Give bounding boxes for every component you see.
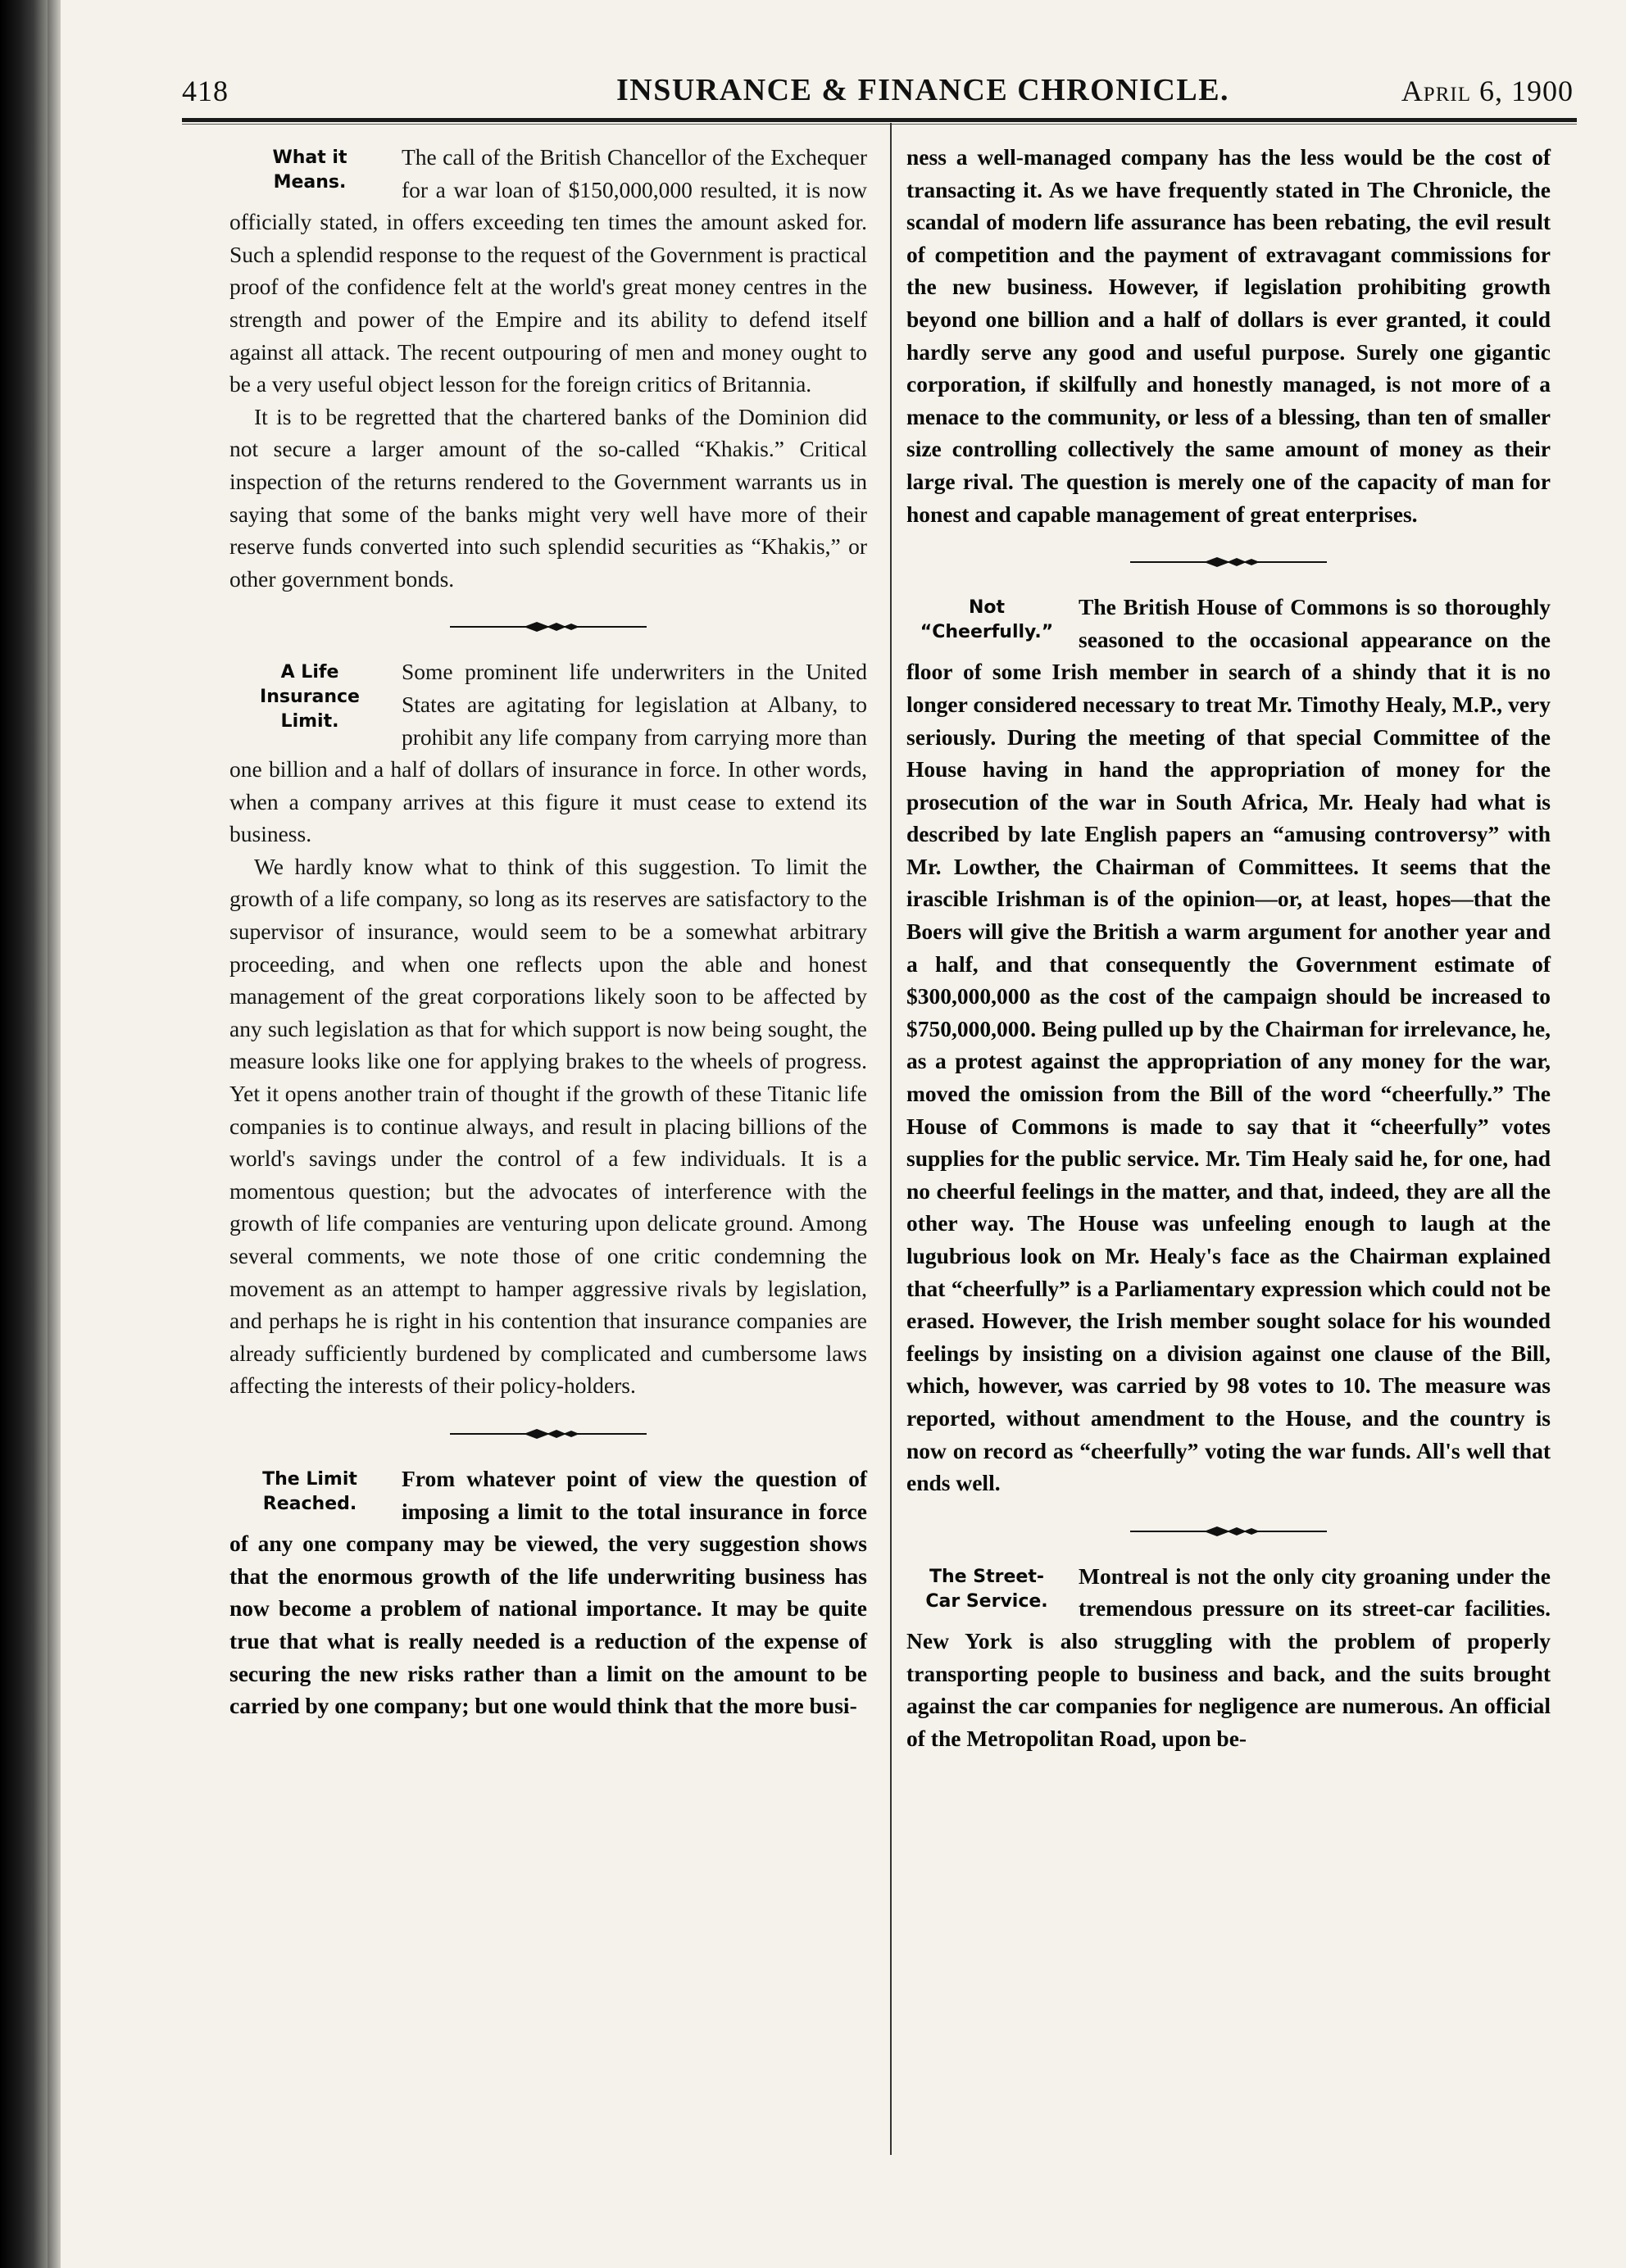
header-rule [182, 118, 1577, 122]
page-gutter [48, 0, 61, 2268]
sidehead-limit-reached: The Limit Reached. [262, 1468, 357, 1514]
sidehead-street-car-service: The Street- Car Service. [925, 1566, 1048, 1612]
paragraph: It is to be regretted that the chartered banks of the Dominion did not secure a larger amount of the so-called “Khakis.” Critical inspection of the returns rendered to the Government warrants us in saying that some of the banks might very well have more of their reserve funds converted into such splendid securities as “Khakis,” or other government bonds. [229, 403, 867, 592]
running-header [182, 70, 1575, 116]
right-column [906, 141, 1551, 1754]
sidehead-not-cheerfully: Not “Cheerfully.” [920, 597, 1054, 643]
section-divider-ornament-icon [1122, 555, 1335, 569]
paragraph-continuation: ness a well-managed company has the less would be the cost of transacting it. As we have frequently stated in The Chronicle, the scandal of modern life assurance has been rebating, the evil result of competition and the payment of extravagant commissions for the new business. However, if legislation prohibiting growth beyond one billion and a half of dollars is ever granted, it could hardly serve any good and useful purpose. Surely one gigantic corporation, if skilfully and honestly managed, is not more of a menace to the community, or less of a blessing, than ten of smaller size controlling collectively the same amount of money as their large rival. The question is merely one of the capacity of man for honest and capable management of great enterprises. [906, 144, 1551, 527]
sidehead-life-insurance-limit: A Life Insurance Limit. [260, 662, 360, 733]
paragraph: We hardly know what to think of this suggestion. To limit the growth of a life company, so long as its reserves are satisfactory to the supervisor of insurance, would seem to be a somewhat arbitrary proceeding, and when one reflects upon the able and honest management of the great corporations likely soon to be affected by any such legislation as that for which support is now being sought, the measure looks like one for applying brakes to the wheels of progress. Yet it opens another train of thought if the growth of these Titanic life companies is to continue always, and result in placing billions of the world's savings under the control of a few individuals. It is a momentous question; but the advocates of interference with the growth of life companies are venturing upon delicate ground. Among several comments, we note those of one critic condemning the movement as an attempt to hamper aggressive rivals by legislation, and perhaps he is right in his contention that insurance companies are already sufficiently burdened by complicated and cumbersome laws affecting the interests of their policy-holders. [229, 853, 867, 1399]
article-life-insurance-limit [229, 655, 867, 1402]
article-street-car-service [906, 1560, 1551, 1755]
header-rule-thin [182, 124, 1577, 125]
paragraph: Montreal is not the only city groaning under the tremendous pressure on its street-car facilities. New York is also struggling with the problem of properly transporting people to business and back, and the suits brought against the car companies for negligence are numerous. An official of the Metropolitan Road, upon be- [906, 1563, 1551, 1751]
page-number: 418 [182, 75, 229, 107]
paragraph: The call of the British Chancellor of the Exchequer for a war loan of $150,000,000 resulted, it is now officially stated, in offers exceeding ten times the amount asked for. Such a splendid response to the request of the Government is practical proof of the confidence felt at the world's great money centres in the strength and power of the Empire and its ability to defend itself against all attack. The recent outpouring of men and money ought to be a very useful object lesson for the foreign critics of Britannia. [229, 144, 867, 397]
journal-title: INSURANCE & FINANCE CHRONICLE. [616, 73, 1230, 107]
issue-date: April 6, 1900 [1401, 75, 1574, 107]
paragraph: Some prominent life underwriters in the United States are agitating for legislation at Albany, to prohibit any life company from carrying more than one billion and a half of dollars of insurance in force. In other words, when a company arrives at this figure it must cease to extend its business. [229, 659, 867, 847]
paragraph: From whatever point of view the question of imposing a limit to the total insurance in force of any one company may be viewed, the very suggestion shows that the enormous growth of the life underwriting business has now become a problem of national importance. It may be quite true that what is really needed is a reduction of the expense of securing the new risks rather than a limit on the amount to be carried by one company; but one would think that the more busi- [229, 1465, 867, 1719]
article-limit-reached [229, 1463, 867, 1722]
book-spine-shadow [0, 0, 48, 2268]
section-divider-ornament-icon [1122, 1524, 1335, 1539]
article-what-it-means [229, 141, 867, 595]
column-divider [890, 123, 892, 2155]
paragraph: The British House of Commons is so thoroughly seasoned to the occasional appearance on the floor of some Irish member in search of a shindy that it is no longer considered necessary to treat Mr. Timothy Healy, M.P., very seriously. During the meeting of that special Committee of the House having in hand the appropriation of money for the prosecution of the war in South Africa, Mr. Healy had what is described by late English papers an “amusing controversy” with Mr. Lowther, the Chairman of Committees. It seems that the irascible Irishman is of the opinion—or, at least, hopes—that the Boers will give the British a warm argument for another year and a half, and that consequently the Government estimate of $300,000,000 as the cost of the campaign should be increased to $750,000,000. Being pulled up by the Chairman for irrelevance, he, as a protest against the appropriation of any money for the war, moved the omission from the Bill of the word “cheerfully.” The House of Commons is made to say that it “cheerfully” votes supplies for the public service. Mr. Tim Healy said he, for one, had no cheerful feelings in the matter, and that, indeed, they are all the other way. The House was unfeeling enough to laugh at the lugubrious look on Mr. Healy's face as the Chairman explained that “cheerfully” is a Parliamentary expression which could not be erased. However, the Irish member sought solace for his wounded feelings by insisting on a division against one clause of the Bill, which, however, was carried by 98 votes to 10. The measure was reported, without amendment to the House, and the country is now on record as “cheerfully” voting the war funds. All's well that ends well. [906, 594, 1551, 1496]
section-divider-ornament-icon [442, 619, 655, 634]
left-column [229, 141, 867, 1722]
article-not-cheerfully [906, 591, 1551, 1499]
sidehead-what-it-means: What it Means. [272, 147, 347, 193]
section-divider-ornament-icon [442, 1427, 655, 1441]
